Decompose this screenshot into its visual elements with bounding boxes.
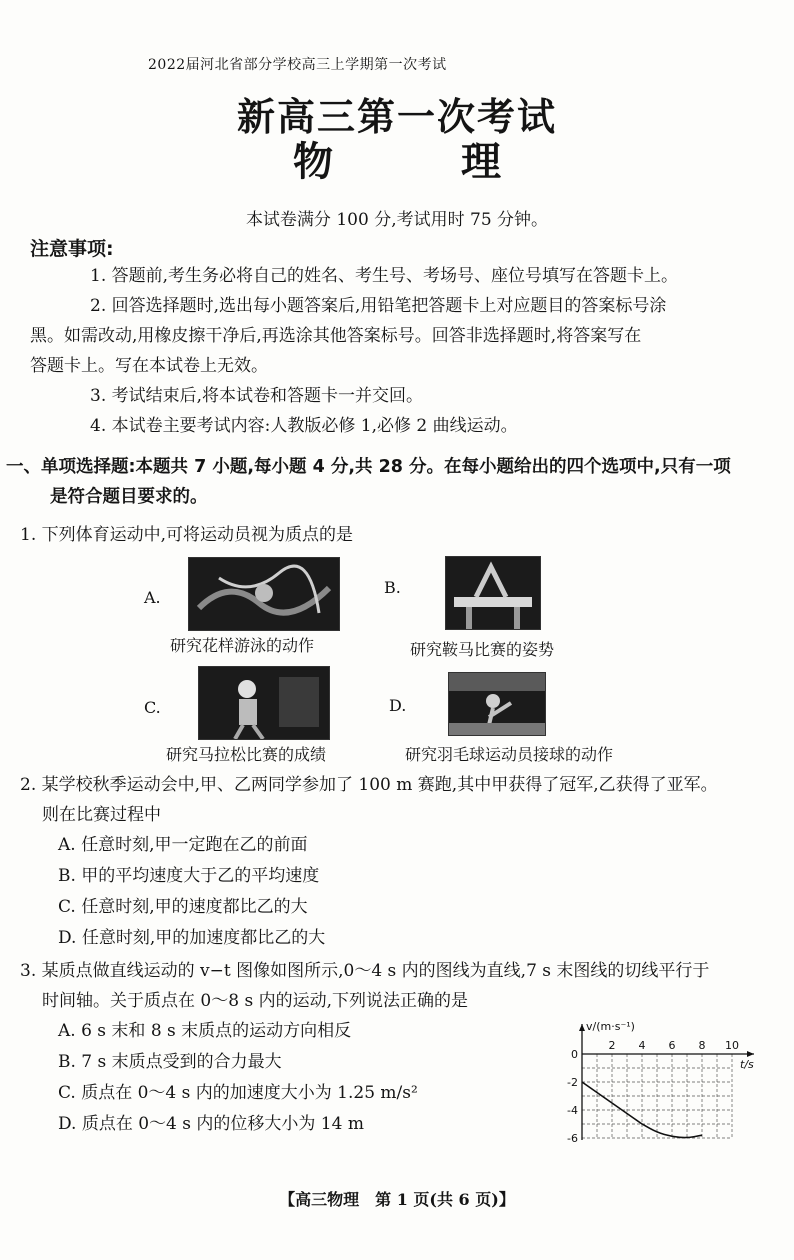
x-tick-label: 8: [698, 1039, 706, 1052]
swimming-photo: [188, 557, 340, 631]
q1-caption: 研究花样游泳的动作: [170, 636, 315, 655]
y-axis-arrow: [579, 1024, 585, 1031]
y-tick-label: -2: [567, 1076, 578, 1089]
notes-block: [30, 234, 770, 441]
q3-option-d: D. 质点在 0～4 s 内的位移大小为 14 m: [58, 1114, 364, 1134]
swimming-photo-art: [189, 558, 339, 630]
q2-option-b: B. 甲的平均速度大于乙的平均速度: [58, 866, 320, 886]
exam-title: 新高三第一次考试: [236, 94, 557, 139]
x-tick-label: 10: [725, 1039, 739, 1052]
note-line: 3. 考试结束后,将本试卷和答题卡一并交回。: [90, 386, 424, 406]
q3-option-a: A. 6 s 末和 8 s 末质点的运动方向相反: [58, 1021, 352, 1041]
chart-grid: [582, 1054, 732, 1138]
note-line: 4. 本试卷主要考试内容:人教版必修 1,必修 2 曲线运动。: [90, 416, 518, 436]
badminton-photo-art: [449, 673, 545, 735]
q2-stem: 则在比赛过程中: [42, 805, 161, 825]
y-tick-label: 0: [571, 1048, 578, 1061]
note-line: 2. 回答选择题时,选出每小题答案后,用铅笔把答题卡上对应题目的答案标号涂: [90, 296, 667, 316]
pommel-horse-photo-art: [446, 557, 540, 629]
x-tick-label: 4: [638, 1039, 646, 1052]
pommel-horse-photo: [445, 556, 541, 630]
q3-option-c: C. 质点在 0～4 s 内的加速度大小为 1.25 m/s²: [58, 1083, 418, 1103]
badminton-photo: [448, 672, 546, 736]
page-footer: 【高三物理 第 1 页(共 6 页)】: [279, 1190, 515, 1209]
q1-stem: 1. 下列体育运动中,可将运动员视为质点的是: [20, 525, 354, 545]
exam-meta: 本试卷满分 100 分,考试用时 75 分钟。: [245, 210, 549, 230]
x-tick-label: 2: [608, 1039, 616, 1052]
exam-source: 2022届河北省部分学校高三上学期第一次考试: [148, 57, 447, 73]
marathon-photo: [198, 666, 330, 740]
q2-option-a: A. 任意时刻,甲一定跑在乙的前面: [58, 835, 308, 855]
section-heading: [6, 452, 790, 512]
chart-ticks: [567, 1039, 739, 1145]
q3-stem: 3. 某质点做直线运动的 v−t 图像如图所示,0～4 s 内的图线为直线,7 s 末图线的切线平行于: [20, 961, 710, 981]
y-axis-label: v/(m·s⁻¹): [586, 1020, 635, 1033]
marathon-photo-art: [199, 667, 329, 739]
note-line: 黑。如需改动,用橡皮擦干净后,再选涂其他答案标号。回答非选择题时,将答案写在: [30, 326, 642, 346]
q2-stem: 2. 某学校秋季运动会中,甲、乙两同学参加了 100 m 赛跑,其中甲获得了冠军,乙获得了亚军。: [20, 775, 718, 795]
q2-option-c: C. 任意时刻,甲的速度都比乙的大: [58, 897, 308, 917]
q2-block: [20, 770, 718, 954]
notes-heading: 注意事项:: [30, 238, 114, 260]
q1-option-letter: D.: [389, 696, 407, 715]
note-line: 答题卡上。写在本试卷上无效。: [30, 356, 268, 376]
section-line: 是符合题目要求的。: [50, 487, 208, 507]
q3-option-b: B. 7 s 末质点受到的合力最大: [58, 1052, 282, 1072]
vt-graph: [556, 1018, 780, 1150]
q1-option-letter: B.: [384, 578, 401, 597]
section-line: 一、单项选择题:本题共 7 小题,每小题 4 分,共 28 分。在每小题给出的四个选项中,只有一项: [6, 457, 731, 477]
q1-caption: 研究马拉松比赛的成绩: [166, 745, 327, 764]
q2-option-d: D. 任意时刻,甲的加速度都比乙的大: [58, 928, 326, 948]
q1-caption: 研究羽毛球运动员接球的动作: [405, 745, 614, 764]
y-tick-label: -6: [567, 1132, 578, 1145]
note-line: 1. 答题前,考生务必将自己的姓名、考生号、考场号、座位号填写在答题卡上。: [90, 266, 679, 286]
x-axis-label: t/s: [740, 1058, 754, 1071]
x-tick-label: 6: [668, 1039, 676, 1052]
subject-title: 物 理: [293, 138, 545, 185]
y-tick-label: -4: [567, 1104, 578, 1117]
q1-caption: 研究鞍马比赛的姿势: [410, 640, 555, 659]
q1-option-letter: C.: [144, 698, 161, 717]
x-axis-arrow: [747, 1051, 754, 1057]
q3-stem: 时间轴。关于质点在 0～8 s 内的运动,下列说法正确的是: [42, 991, 468, 1011]
q1-option-letter: A.: [144, 588, 161, 607]
